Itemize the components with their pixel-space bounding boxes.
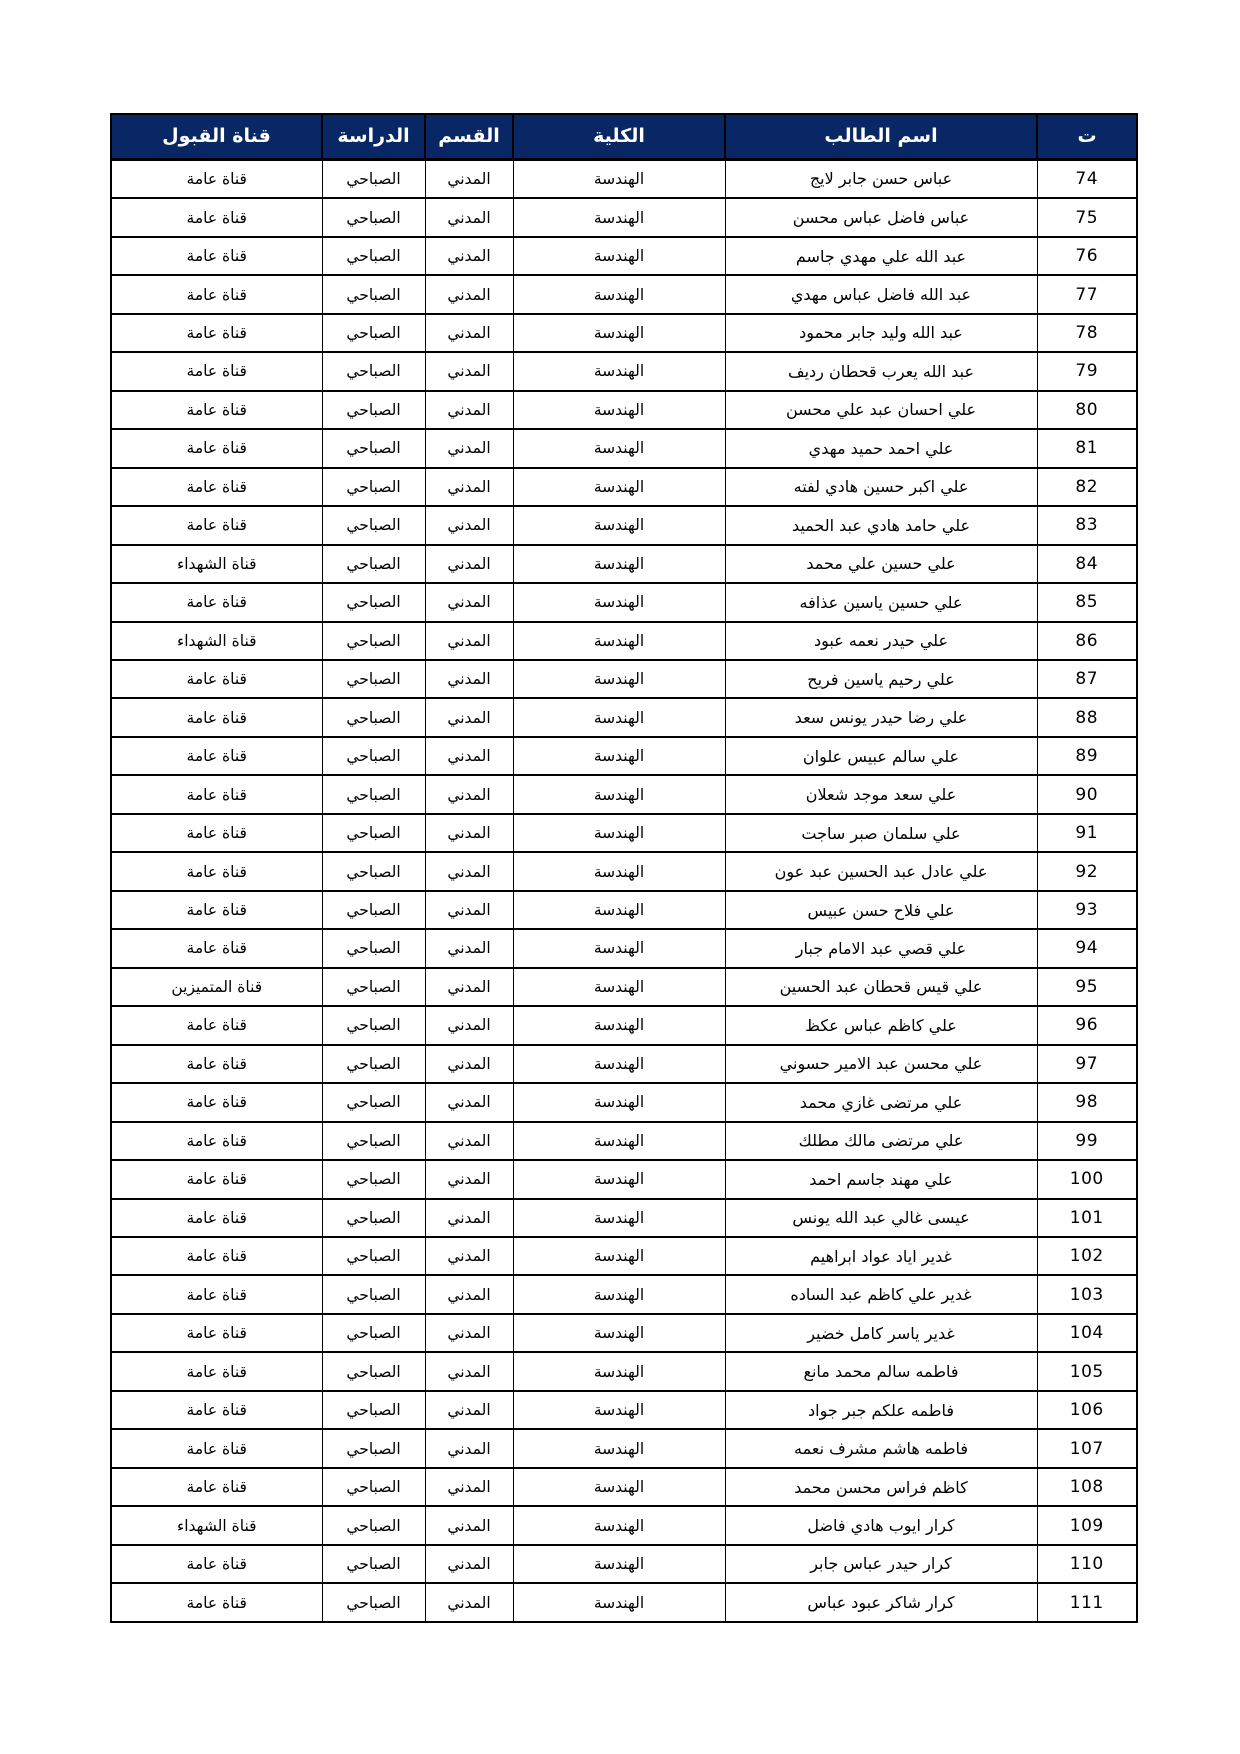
cell-no: 101 [1037,1199,1137,1237]
cell-name: علي حسين علي محمد [725,545,1037,583]
cell-no: 84 [1037,545,1137,583]
cell-channel: قناة عامة [111,1045,322,1083]
cell-college: الهندسة [513,352,725,390]
cell-name: علي قيس قحطان عبد الحسين [725,968,1037,1006]
cell-study: الصباحي [322,968,425,1006]
cell-channel: قناة الشهداء [111,545,322,583]
cell-channel: قناة عامة [111,275,322,313]
cell-name: علي محسن عبد الامير حسوني [725,1045,1037,1083]
cell-no: 110 [1037,1545,1137,1583]
cell-college: الهندسة [513,159,725,198]
cell-no: 92 [1037,852,1137,890]
cell-channel: قناة عامة [111,1429,322,1467]
cell-study: الصباحي [322,1199,425,1237]
header-row [111,114,1137,159]
cell-no: 85 [1037,583,1137,621]
cell-name: علي كاظم عباس عكظ [725,1006,1037,1044]
table-row [111,1006,1137,1044]
cell-name: كاظم فراس محسن محمد [725,1468,1037,1506]
cell-dept: المدني [425,737,513,775]
cell-no: 100 [1037,1160,1137,1198]
cell-channel: قناة الشهداء [111,622,322,660]
cell-college: الهندسة [513,275,725,313]
cell-college: الهندسة [513,391,725,429]
table-row [111,391,1137,429]
cell-study: الصباحي [322,314,425,352]
cell-name: فاطمه علكم جبر جواد [725,1391,1037,1429]
cell-name: عباس فاضل عباس محسن [725,198,1037,236]
cell-name: كرار شاكر عبود عباس [725,1583,1037,1622]
cell-study: الصباحي [322,1391,425,1429]
cell-channel: قناة عامة [111,391,322,429]
cell-no: 107 [1037,1429,1137,1467]
cell-dept: المدني [425,391,513,429]
header-cell-no: ت [1037,114,1137,159]
cell-college: الهندسة [513,891,725,929]
cell-study: الصباحي [322,1314,425,1352]
cell-dept: المدني [425,429,513,467]
cell-dept: المدني [425,1122,513,1160]
cell-name: كرار ايوب هادي فاضل [725,1506,1037,1544]
cell-no: 75 [1037,198,1137,236]
cell-dept: المدني [425,198,513,236]
table-row [111,1583,1137,1622]
cell-college: الهندسة [513,852,725,890]
cell-college: الهندسة [513,1429,725,1467]
cell-study: الصباحي [322,391,425,429]
cell-channel: قناة عامة [111,1468,322,1506]
cell-study: الصباحي [322,929,425,967]
table-row [111,468,1137,506]
table-body [111,159,1137,1622]
cell-dept: المدني [425,468,513,506]
cell-study: الصباحي [322,352,425,390]
cell-college: الهندسة [513,506,725,544]
cell-dept: المدني [425,891,513,929]
cell-dept: المدني [425,1237,513,1275]
cell-college: الهندسة [513,1314,725,1352]
table-row [111,506,1137,544]
table-row [111,622,1137,660]
cell-no: 74 [1037,159,1137,198]
table-row [111,1314,1137,1352]
cell-study: الصباحي [322,1083,425,1121]
students-table-wrap [110,113,1138,1623]
cell-dept: المدني [425,1006,513,1044]
table-row [111,545,1137,583]
cell-channel: قناة عامة [111,583,322,621]
table-row [111,1429,1137,1467]
cell-channel: قناة عامة [111,1583,322,1622]
cell-dept: المدني [425,237,513,275]
table-row [111,891,1137,929]
cell-channel: قناة عامة [111,1391,322,1429]
cell-name: علي مرتضى غازي محمد [725,1083,1037,1121]
cell-college: الهندسة [513,1545,725,1583]
table-row [111,698,1137,736]
cell-college: الهندسة [513,1506,725,1544]
cell-study: الصباحي [322,159,425,198]
cell-dept: المدني [425,506,513,544]
cell-study: الصباحي [322,275,425,313]
table-row [111,929,1137,967]
table-row [111,314,1137,352]
cell-no: 111 [1037,1583,1137,1622]
cell-no: 102 [1037,1237,1137,1275]
cell-channel: قناة عامة [111,429,322,467]
cell-no: 103 [1037,1275,1137,1313]
cell-name: فاطمه سالم محمد مانع [725,1352,1037,1390]
cell-channel: قناة عامة [111,237,322,275]
cell-study: الصباحي [322,1275,425,1313]
cell-study: الصباحي [322,1045,425,1083]
cell-name: فاطمه هاشم مشرف نعمه [725,1429,1037,1467]
table-row [111,1160,1137,1198]
cell-college: الهندسة [513,1006,725,1044]
cell-dept: المدني [425,1275,513,1313]
cell-name: غدير اياد عواد ابراهيم [725,1237,1037,1275]
cell-channel: قناة عامة [111,1006,322,1044]
cell-dept: المدني [425,1160,513,1198]
cell-study: الصباحي [322,1545,425,1583]
cell-study: الصباحي [322,506,425,544]
cell-channel: قناة المتميزين [111,968,322,1006]
cell-name: عبد الله فاضل عباس مهدي [725,275,1037,313]
cell-name: علي حيدر نعمه عبود [725,622,1037,660]
cell-no: 91 [1037,814,1137,852]
cell-channel: قناة عامة [111,891,322,929]
cell-name: علي سعد موجد شعلان [725,775,1037,813]
table-row [111,352,1137,390]
cell-college: الهندسة [513,583,725,621]
cell-no: 79 [1037,352,1137,390]
cell-college: الهندسة [513,929,725,967]
table-row [111,1391,1137,1429]
cell-college: الهندسة [513,198,725,236]
cell-name: عيسى غالي عبد الله يونس [725,1199,1037,1237]
cell-dept: المدني [425,545,513,583]
cell-no: 105 [1037,1352,1137,1390]
cell-name: علي رضا حيدر يونس سعد [725,698,1037,736]
cell-no: 77 [1037,275,1137,313]
cell-dept: المدني [425,275,513,313]
cell-dept: المدني [425,314,513,352]
cell-channel: قناة عامة [111,1199,322,1237]
table-row [111,583,1137,621]
cell-study: الصباحي [322,814,425,852]
cell-study: الصباحي [322,1468,425,1506]
cell-dept: المدني [425,1199,513,1237]
cell-college: الهندسة [513,814,725,852]
cell-channel: قناة عامة [111,352,322,390]
cell-name: عبد الله علي مهدي جاسم [725,237,1037,275]
cell-no: 96 [1037,1006,1137,1044]
cell-channel: قناة عامة [111,314,322,352]
table-row [111,1275,1137,1313]
cell-channel: قناة عامة [111,1352,322,1390]
header-cell-college: الكلية [513,114,725,159]
cell-college: الهندسة [513,1275,725,1313]
cell-name: علي فلاح حسن عبيس [725,891,1037,929]
cell-dept: المدني [425,1583,513,1622]
cell-college: الهندسة [513,1391,725,1429]
cell-dept: المدني [425,852,513,890]
cell-dept: المدني [425,814,513,852]
cell-dept: المدني [425,1545,513,1583]
cell-no: 87 [1037,660,1137,698]
cell-dept: المدني [425,159,513,198]
cell-name: علي مهند جاسم احمد [725,1160,1037,1198]
cell-college: الهندسة [513,468,725,506]
table-row [111,1352,1137,1390]
table-row [111,660,1137,698]
table-row [111,237,1137,275]
cell-no: 106 [1037,1391,1137,1429]
cell-dept: المدني [425,698,513,736]
cell-name: غدير ياسر كامل خضير [725,1314,1037,1352]
cell-name: علي حسين ياسين عذافه [725,583,1037,621]
cell-no: 86 [1037,622,1137,660]
table-row [111,1045,1137,1083]
cell-study: الصباحي [322,198,425,236]
table-row [111,1506,1137,1544]
cell-name: علي مرتضى مالك مطلك [725,1122,1037,1160]
table-row [111,737,1137,775]
cell-channel: قناة عامة [111,1160,322,1198]
cell-dept: المدني [425,929,513,967]
cell-channel: قناة عامة [111,1237,322,1275]
table-row [111,1083,1137,1121]
cell-channel: قناة عامة [111,698,322,736]
cell-study: الصباحي [322,1583,425,1622]
cell-channel: قناة عامة [111,468,322,506]
cell-no: 99 [1037,1122,1137,1160]
cell-no: 95 [1037,968,1137,1006]
cell-college: الهندسة [513,775,725,813]
cell-study: الصباحي [322,583,425,621]
cell-study: الصباحي [322,1160,425,1198]
cell-no: 90 [1037,775,1137,813]
cell-no: 76 [1037,237,1137,275]
table-row [111,159,1137,198]
cell-study: الصباحي [322,468,425,506]
cell-college: الهندسة [513,698,725,736]
cell-study: الصباحي [322,891,425,929]
cell-channel: قناة عامة [111,929,322,967]
cell-college: الهندسة [513,737,725,775]
table-row [111,429,1137,467]
cell-dept: المدني [425,1391,513,1429]
cell-name: غدير علي كاظم عبد الساده [725,1275,1037,1313]
cell-college: الهندسة [513,237,725,275]
cell-channel: قناة الشهداء [111,1506,322,1544]
cell-name: علي اكبر حسين هادي لفته [725,468,1037,506]
cell-dept: المدني [425,1083,513,1121]
cell-no: 81 [1037,429,1137,467]
cell-dept: المدني [425,1352,513,1390]
cell-study: الصباحي [322,429,425,467]
cell-dept: المدني [425,1314,513,1352]
cell-name: علي حامد هادي عبد الحميد [725,506,1037,544]
cell-channel: قناة عامة [111,737,322,775]
cell-no: 78 [1037,314,1137,352]
cell-no: 82 [1037,468,1137,506]
table-row [111,1122,1137,1160]
table-row [111,852,1137,890]
cell-no: 93 [1037,891,1137,929]
cell-dept: المدني [425,775,513,813]
cell-college: الهندسة [513,1045,725,1083]
cell-college: الهندسة [513,429,725,467]
cell-channel: قناة عامة [111,775,322,813]
cell-dept: المدني [425,622,513,660]
cell-channel: قناة عامة [111,506,322,544]
cell-no: 109 [1037,1506,1137,1544]
cell-dept: المدني [425,1045,513,1083]
table-row [111,814,1137,852]
cell-name: عبد الله وليد جابر محمود [725,314,1037,352]
cell-study: الصباحي [322,1429,425,1467]
cell-study: الصباحي [322,1122,425,1160]
cell-channel: قناة عامة [111,1275,322,1313]
cell-study: الصباحي [322,660,425,698]
cell-name: علي سلمان صبر ساجت [725,814,1037,852]
header-cell-study: الدراسة [322,114,425,159]
cell-name: علي احمد حميد مهدي [725,429,1037,467]
cell-study: الصباحي [322,622,425,660]
cell-college: الهندسة [513,1352,725,1390]
cell-channel: قناة عامة [111,1314,322,1352]
cell-name: علي سالم عبيس علوان [725,737,1037,775]
cell-channel: قناة عامة [111,1545,322,1583]
cell-college: الهندسة [513,660,725,698]
cell-dept: المدني [425,1468,513,1506]
cell-dept: المدني [425,1506,513,1544]
cell-college: الهندسة [513,622,725,660]
cell-name: علي قصي عبد الامام جبار [725,929,1037,967]
cell-study: الصباحي [322,545,425,583]
cell-no: 80 [1037,391,1137,429]
cell-channel: قناة عامة [111,198,322,236]
cell-channel: قناة عامة [111,1083,322,1121]
cell-no: 94 [1037,929,1137,967]
table-row [111,198,1137,236]
cell-dept: المدني [425,1429,513,1467]
cell-name: عبد الله يعرب قحطان رديف [725,352,1037,390]
cell-no: 88 [1037,698,1137,736]
cell-college: الهندسة [513,1083,725,1121]
cell-college: الهندسة [513,314,725,352]
table-row [111,1237,1137,1275]
cell-no: 89 [1037,737,1137,775]
table-row [111,1199,1137,1237]
cell-dept: المدني [425,968,513,1006]
cell-study: الصباحي [322,1237,425,1275]
header-cell-channel: قناة القبول [111,114,322,159]
cell-college: الهندسة [513,1468,725,1506]
cell-no: 104 [1037,1314,1137,1352]
students-table [110,113,1138,1623]
cell-name: كرار حيدر عباس جابر [725,1545,1037,1583]
cell-no: 97 [1037,1045,1137,1083]
cell-college: الهندسة [513,1237,725,1275]
table-row [111,1545,1137,1583]
cell-channel: قناة عامة [111,814,322,852]
table-row [111,775,1137,813]
header-cell-name: اسم الطالب [725,114,1037,159]
cell-dept: المدني [425,352,513,390]
cell-name: عباس حسن جابر لايج [725,159,1037,198]
cell-name: علي احسان عبد علي محسن [725,391,1037,429]
cell-dept: المدني [425,660,513,698]
table-row [111,275,1137,313]
cell-channel: قناة عامة [111,159,322,198]
cell-no: 98 [1037,1083,1137,1121]
cell-college: الهندسة [513,1583,725,1622]
cell-channel: قناة عامة [111,660,322,698]
cell-dept: المدني [425,583,513,621]
cell-no: 83 [1037,506,1137,544]
cell-no: 108 [1037,1468,1137,1506]
cell-college: الهندسة [513,1160,725,1198]
cell-college: الهندسة [513,545,725,583]
cell-study: الصباحي [322,237,425,275]
table-row [111,968,1137,1006]
cell-study: الصباحي [322,852,425,890]
cell-study: الصباحي [322,1006,425,1044]
cell-college: الهندسة [513,1199,725,1237]
cell-name: علي رحيم ياسين فريح [725,660,1037,698]
cell-study: الصباحي [322,1506,425,1544]
cell-study: الصباحي [322,1352,425,1390]
table-row [111,1468,1137,1506]
cell-channel: قناة عامة [111,1122,322,1160]
cell-study: الصباحي [322,775,425,813]
header-cell-dept: القسم [425,114,513,159]
cell-channel: قناة عامة [111,852,322,890]
cell-study: الصباحي [322,698,425,736]
cell-study: الصباحي [322,737,425,775]
cell-college: الهندسة [513,968,725,1006]
cell-college: الهندسة [513,1122,725,1160]
cell-name: علي عادل عبد الحسين عبد عون [725,852,1037,890]
